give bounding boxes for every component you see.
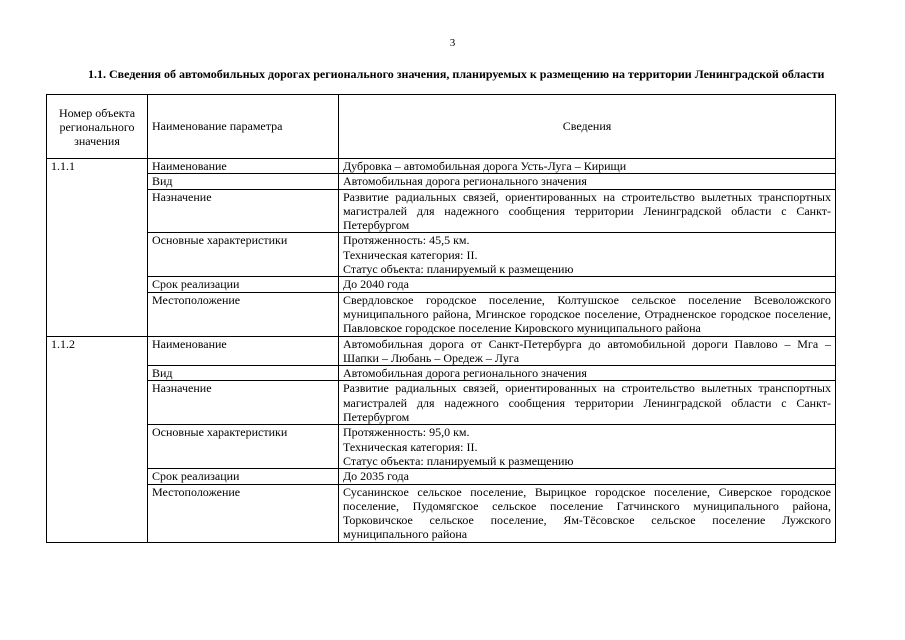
param-name-cell: Основные характеристики	[148, 425, 339, 469]
length-line: Протяженность: 95,0 км.	[343, 425, 470, 440]
param-value-cell	[339, 425, 836, 469]
table-row	[47, 233, 836, 277]
page-number: 3	[449, 37, 456, 49]
param-value-cell: Свердловское городское поселение, Колтушское сельское поселение Всеволожского муниципального района, Мгинское городское поселение, Отрадненское городское поселение, Павловское городское поселение Кировского муниципального района	[339, 292, 836, 336]
table-row	[47, 381, 836, 425]
param-name-cell: Вид	[148, 174, 339, 189]
param-name-cell: Местоположение	[148, 292, 339, 336]
param-name-cell: Назначение	[148, 381, 339, 425]
param-name-cell: Срок реализации	[148, 277, 339, 292]
param-name-cell: Местоположение	[148, 484, 339, 542]
object-number-cell: 1.1.1	[47, 159, 148, 337]
table-row	[47, 189, 836, 233]
param-value-cell: Развитие радиальных связей, ориентированных на строительство вылетных транспортных магистралей для надежного сообщения территории Ленинградской области с Санкт-Петербургом	[339, 381, 836, 425]
table-row	[47, 469, 836, 484]
table-row	[47, 292, 836, 336]
table-row	[47, 174, 836, 189]
param-value-cell	[339, 233, 836, 277]
category-line: Техническая категория: II.	[343, 439, 478, 454]
param-value-cell: Автомобильная дорога от Санкт-Петербурга до автомобильной дороги Павлово – Мга – Шапки – Любань – Оредеж – Луга	[339, 336, 836, 366]
object-number-cell: 1.1.2	[47, 336, 148, 542]
param-value-cell: До 2040 года	[339, 277, 836, 292]
table-row	[47, 366, 836, 381]
road-parameters-table	[46, 94, 836, 543]
table-row	[47, 277, 836, 292]
category-line: Техническая категория: II.	[343, 247, 478, 262]
header-parameter-name: Наименование параметра	[148, 95, 339, 159]
status-line: Статус объекта: планируемый к размещению	[343, 453, 574, 468]
table-row	[47, 425, 836, 469]
param-value-cell: До 2035 года	[339, 469, 836, 484]
param-name-cell: Наименование	[148, 159, 339, 174]
length-line: Протяженность: 45,5 км.	[343, 233, 470, 248]
status-line: Статус объекта: планируемый к размещению	[343, 262, 574, 277]
table-row	[47, 159, 836, 174]
param-value-cell: Развитие радиальных связей, ориентированных на строительство вылетных транспортных магистралей для надежного сообщения территории Ленинградской области с Санкт-Петербургом	[339, 189, 836, 233]
param-value-cell: Автомобильная дорога регионального значения	[339, 366, 836, 381]
param-value-cell: Сусанинское сельское поселение, Вырицкое городское поселение, Сиверское городское поселение, Пудомягское сельское поселение Гатчинского муниципального района, Торковичское сельское поселение, Ям-Тёсовское сельское поселение Лужского муниципального района	[339, 484, 836, 542]
param-name-cell: Назначение	[148, 189, 339, 233]
header-object-number: Номер объекта регионального значения	[47, 95, 148, 159]
param-name-cell: Вид	[148, 366, 339, 381]
param-value-cell: Автомобильная дорога регионального значения	[339, 174, 836, 189]
param-name-cell: Наименование	[148, 336, 339, 366]
param-name-cell: Срок реализации	[148, 469, 339, 484]
table-row	[47, 336, 836, 366]
param-name-cell: Основные характеристики	[148, 233, 339, 277]
header-details: Сведения	[339, 95, 836, 159]
section-heading: 1.1. Сведения об автомобильных дорогах регионального значения, планируемых к размещению на территории Ленинградской области	[88, 67, 825, 81]
param-value-cell: Дубровка – автомобильная дорога Усть-Луга – Кирищи	[339, 159, 836, 174]
table-header-row	[47, 95, 836, 159]
table-row	[47, 484, 836, 542]
